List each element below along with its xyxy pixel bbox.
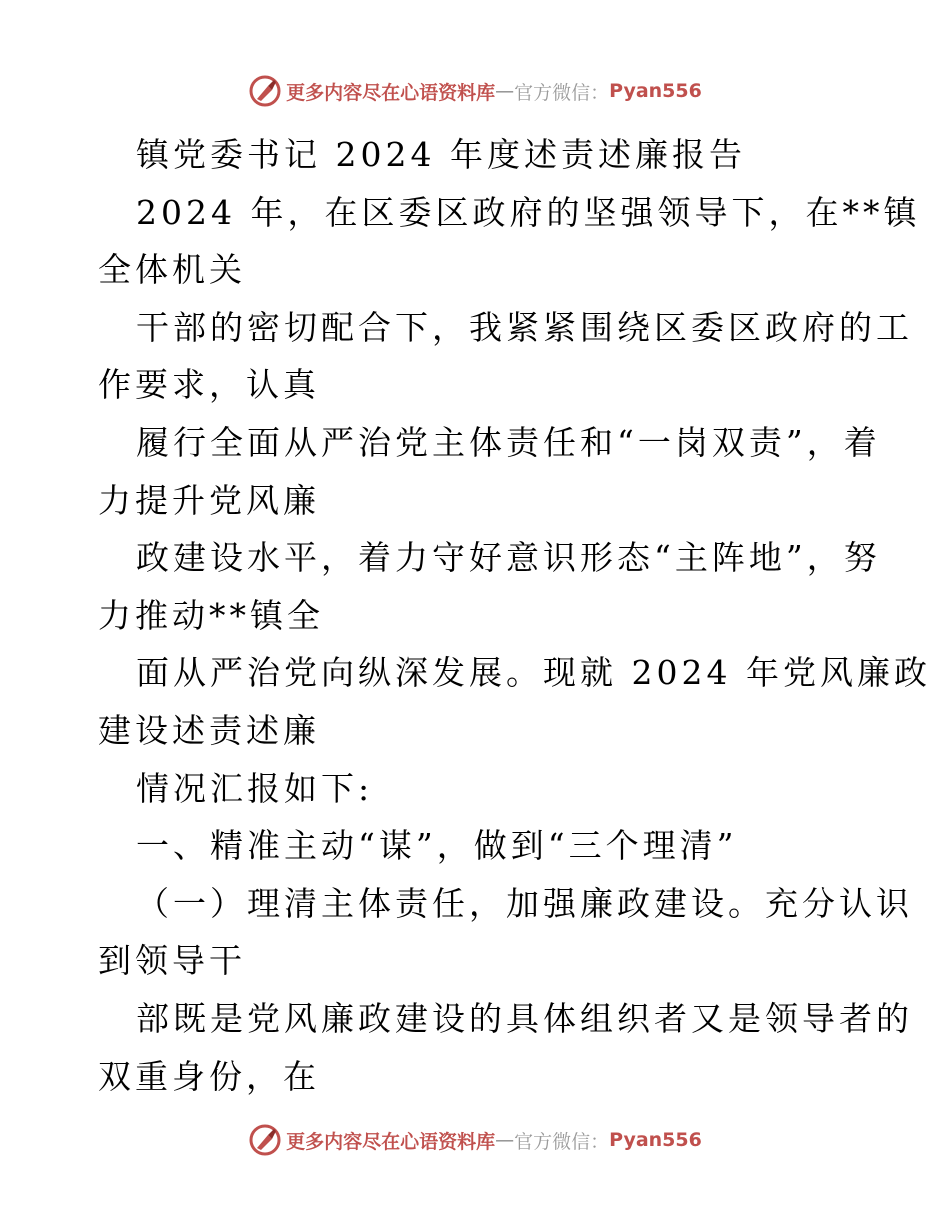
document-title: 镇党委书记 2024 年度述责述廉报告 (136, 135, 746, 174)
body-text-line: 双重身份，在 (98, 1056, 320, 1096)
body-text-line: 力推动**镇全 (98, 595, 324, 635)
watermark-id: Pyan556 (609, 80, 702, 102)
watermark-main-text: 更多内容尽在心语资料库 (286, 81, 496, 104)
body-text-line: 履行全面从严治党主体责任和“一岗双责”，着 (136, 422, 881, 462)
body-text-line: 政建设水平，着力守好意识形态“主阵地”，努 (136, 538, 881, 578)
body-text-line: 2024 年，在区委区政府的坚强领导下，在**镇 (136, 192, 921, 232)
document-body (98, 126, 931, 1105)
body-text-line: 干部的密切配合下，我紧紧围绕区委区政府的工 (136, 307, 913, 347)
watermark-sub-text: 官方微信： (514, 81, 610, 104)
pen-nib-logo-icon (248, 74, 282, 108)
body-text-line: 面从严治党向纵深发展。现就 2024 年党风廉政 (136, 653, 931, 693)
body-text-line: 部既是党风廉政建设的具体组织者又是领导者的 (136, 998, 913, 1038)
watermark-main-text: 更多内容尽在心语资料库 (286, 1130, 496, 1153)
body-text-line: 到领导干 (98, 941, 246, 981)
watermark-id: Pyan556 (609, 1129, 702, 1151)
body-text-line: 作要求，认真 (98, 365, 320, 405)
body-text-line: 全体机关 (98, 250, 246, 290)
body-text-line: 力提升党风廉 (98, 480, 320, 520)
footer-watermark (0, 1120, 950, 1160)
watermark-separator: — (495, 1129, 515, 1151)
watermark-separator: — (495, 80, 515, 102)
body-text-line: （一）理清主体责任，加强廉政建设。充分认识 (136, 883, 913, 923)
watermark-sub-text: 官方微信： (514, 1130, 610, 1153)
body-text-line: 情况汇报如下: (136, 768, 374, 808)
pen-nib-logo-icon (248, 1123, 282, 1157)
body-text-line: 一、精准主动“谋”，做到“三个理清” (136, 826, 738, 866)
body-text-line: 建设述责述廉 (98, 710, 320, 750)
header-watermark (0, 71, 950, 111)
